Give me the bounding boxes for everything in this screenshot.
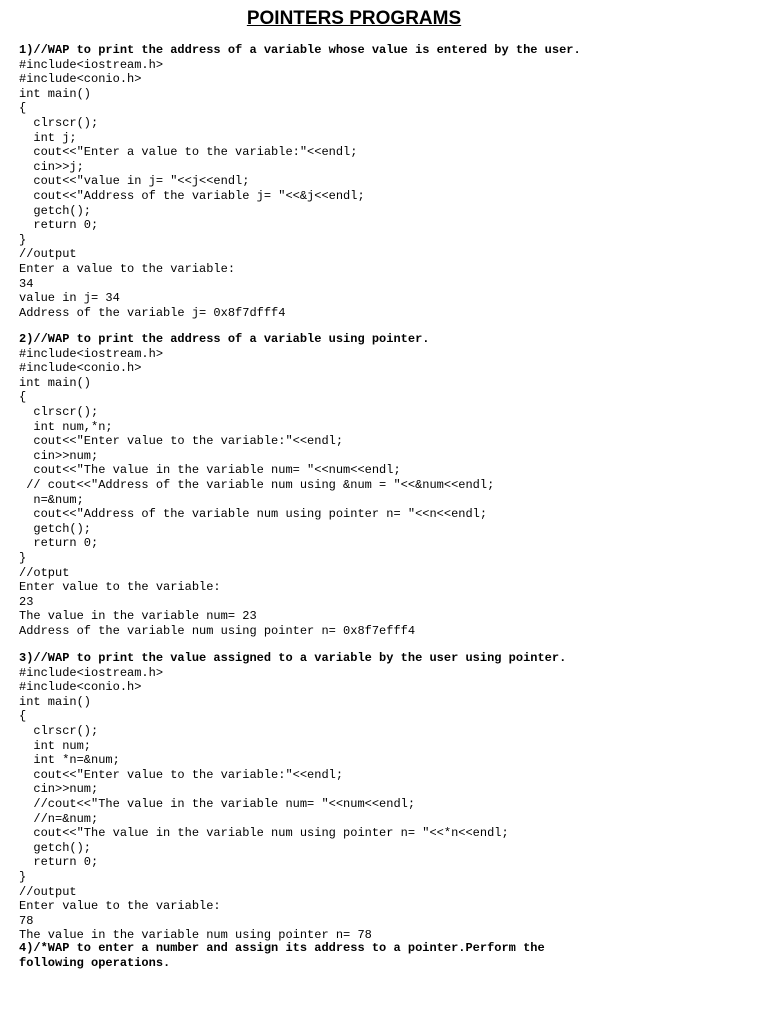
code-line: Address of the variable num using pointer n= 0x8f7efff4 — [19, 623, 416, 638]
code-line: // cout<<"Address of the variable num using &num = "<<&num<<endl; — [19, 477, 495, 492]
code-line: cout<<"Address of the variable num using pointer n= "<<n<<endl; — [19, 507, 488, 522]
code-line: } — [19, 550, 27, 565]
code-line: getch(); — [19, 521, 92, 536]
code-line: cout<<"Enter a value to the variable:"<<endl; — [19, 145, 358, 160]
code-line: n=&num; — [19, 492, 84, 507]
code-line: cout<<"The value in the variable num using pointer n= "<<*n<<endl; — [19, 826, 509, 841]
code-line: } — [19, 232, 27, 247]
code-line: #include<iostream.h> — [19, 57, 164, 72]
code-line: value in j= 34 — [19, 291, 120, 306]
program-3-code — [19, 666, 758, 943]
code-line: cin>>num; — [19, 782, 99, 797]
code-line: cout<<"Enter value to the variable:"<<endl; — [19, 767, 344, 782]
code-line: #include<conio.h> — [19, 680, 142, 695]
code-line: cin>>j; — [19, 159, 84, 174]
code-line: int main() — [19, 86, 92, 101]
code-line: Enter value to the variable: — [19, 580, 221, 595]
code-line: cout<<"Address of the variable j= "<<&j<<endl; — [19, 188, 365, 203]
code-line: int j; — [19, 130, 77, 145]
code-line: #include<iostream.h> — [19, 346, 164, 361]
code-line: cout<<"value in j= "<<j<<endl; — [19, 174, 250, 189]
code-line: cout<<"The value in the variable num= "<<num<<endl; — [19, 463, 401, 478]
code-line: #include<conio.h> — [19, 72, 142, 87]
code-line: The value in the variable num using pointer n= 78 — [19, 928, 372, 943]
code-line: cin>>num; — [19, 448, 99, 463]
code-line: //cout<<"The value in the variable num= "<<num<<endl; — [19, 796, 416, 811]
program-2-code — [19, 347, 758, 639]
code-line: { — [19, 101, 27, 116]
code-line: return 0; — [19, 536, 99, 551]
program-4-heading-continued: following operations. — [19, 955, 171, 970]
program-3-heading: 3)//WAP to print the value assigned to a variable by the user using pointer. — [19, 651, 567, 665]
code-line: int num; — [19, 738, 92, 753]
code-line: getch(); — [19, 203, 92, 218]
code-line: //output — [19, 884, 77, 899]
program-1 — [19, 43, 758, 320]
code-line: return 0; — [19, 218, 99, 233]
code-line: clrscr(); — [19, 404, 99, 419]
code-line: //output — [19, 247, 77, 262]
program-3 — [19, 651, 758, 943]
code-line: #include<iostream.h> — [19, 665, 164, 680]
code-line: { — [19, 390, 27, 405]
code-line: //n=&num; — [19, 811, 99, 826]
code-line: 34 — [19, 276, 34, 291]
code-line: 78 — [19, 913, 34, 928]
code-line: Enter a value to the variable: — [19, 261, 236, 276]
code-line: return 0; — [19, 855, 99, 870]
program-1-code — [19, 58, 758, 321]
code-line: int num,*n; — [19, 419, 113, 434]
program-4 — [19, 941, 758, 970]
code-line: clrscr(); — [19, 115, 99, 130]
program-1-heading: 1)//WAP to print the address of a variable whose value is entered by the user. — [19, 43, 581, 57]
program-2 — [19, 332, 758, 638]
code-line: #include<conio.h> — [19, 361, 142, 376]
program-4-heading: 4)/*WAP to enter a number and assign its address to a pointer.Perform the — [19, 941, 545, 955]
code-line: //otput — [19, 565, 70, 580]
code-line: cout<<"Enter value to the variable:"<<endl; — [19, 434, 344, 449]
code-line: Enter value to the variable: — [19, 899, 221, 914]
code-line: int *n=&num; — [19, 753, 120, 768]
code-line: { — [19, 709, 27, 724]
code-line: int main() — [19, 375, 92, 390]
code-line: Address of the variable j= 0x8f7dfff4 — [19, 305, 286, 320]
code-line: 23 — [19, 594, 34, 609]
code-line: getch(); — [19, 840, 92, 855]
code-line: } — [19, 869, 27, 884]
program-2-heading: 2)//WAP to print the address of a variable using pointer. — [19, 332, 430, 346]
code-line: int main() — [19, 694, 92, 709]
code-line: clrscr(); — [19, 723, 99, 738]
page-title: POINTERS PROGRAMS — [246, 8, 462, 29]
code-line: The value in the variable num= 23 — [19, 609, 257, 624]
